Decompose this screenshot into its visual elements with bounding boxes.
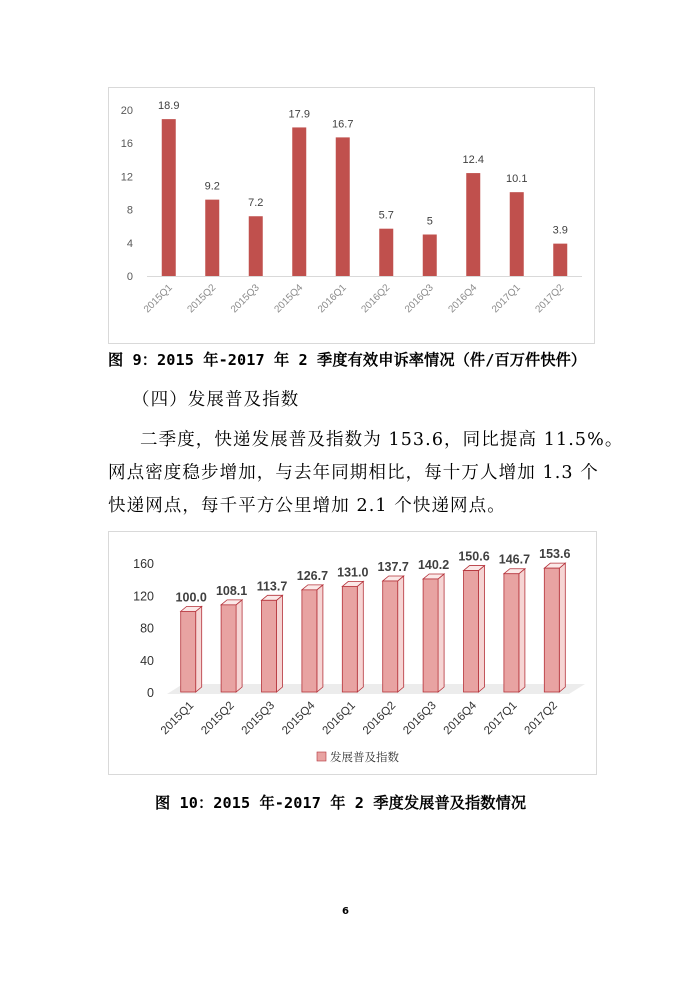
- data-label: 137.7: [377, 559, 409, 574]
- legend-label: 发展普及指数: [330, 752, 399, 764]
- paragraph-line-3: 快递网点，每千平方公里增加 2.1 个快递网点。: [108, 496, 506, 516]
- data-label: 146.7: [498, 552, 531, 567]
- y-tick-label: 120: [133, 589, 154, 604]
- bar-side: [519, 569, 525, 692]
- data-label: 150.6: [458, 549, 490, 564]
- figure-9-caption: 图 9：2015 年-2017 年 2 季度有效申诉率情况（件/百万件快件）: [108, 351, 587, 369]
- x-tick-label: 2016Q3: [401, 699, 439, 738]
- bar: [464, 571, 479, 692]
- data-label: 5.7: [378, 209, 394, 222]
- bar: [466, 173, 480, 276]
- paragraph-line-2: 网点密度稳步增加，与去年同期相比，每十万人增加 1.3 个: [108, 463, 599, 483]
- x-tick-label: 2015Q2: [199, 699, 237, 738]
- section-heading: （四）发展普及指数: [132, 390, 300, 410]
- bar-side: [479, 566, 485, 692]
- x-tick-label: 2015Q4: [272, 282, 306, 316]
- x-tick-label: 2017Q2: [533, 282, 567, 316]
- x-tick-label: 2015Q3: [228, 282, 262, 316]
- complaint-rate-chart: [108, 87, 595, 344]
- bar: [249, 216, 263, 276]
- x-tick-label: 2015Q1: [158, 699, 197, 738]
- paragraph-line-1: 二季度，快递发展普及指数为 153.6，同比提高 11.5%。: [140, 430, 624, 450]
- y-tick-label: 160: [133, 557, 154, 571]
- bar-side: [559, 563, 565, 692]
- bar-side: [438, 574, 444, 692]
- x-tick-label: 2015Q4: [280, 699, 318, 738]
- data-label: 100.0: [175, 590, 207, 605]
- bar: [553, 244, 567, 276]
- data-label: 3.9: [552, 224, 568, 237]
- data-label: 16.7: [332, 118, 354, 131]
- y-tick-label: 0: [126, 271, 133, 283]
- x-tick-label: 2016Q2: [359, 282, 393, 316]
- data-label: 113.7: [256, 579, 288, 594]
- bar: [383, 581, 398, 692]
- bar: [379, 229, 393, 276]
- bar-side: [196, 606, 202, 692]
- bar-side: [357, 581, 363, 692]
- data-label: 153.6: [539, 547, 571, 562]
- legend-swatch: [317, 752, 326, 761]
- development-index-chart: [108, 531, 597, 775]
- bar: [423, 579, 438, 692]
- data-label: 140.2: [417, 557, 450, 572]
- x-tick-label: 2016Q1: [315, 282, 349, 316]
- x-tick-label: 2017Q1: [482, 699, 520, 738]
- x-tick-label: 2016Q2: [360, 699, 399, 738]
- bar: [544, 568, 559, 692]
- y-tick-label: 16: [120, 138, 133, 151]
- y-tick-label: 0: [147, 686, 154, 700]
- y-tick-label: 20: [120, 105, 133, 117]
- bar: [510, 192, 524, 276]
- data-label: 126.7: [296, 568, 329, 583]
- bar-side: [398, 576, 404, 692]
- x-tick-label: 2015Q2: [185, 282, 219, 316]
- bar: [205, 200, 219, 276]
- y-tick-label: 80: [140, 621, 154, 636]
- data-label: 7.2: [248, 197, 264, 210]
- data-label: 9.2: [204, 180, 220, 193]
- bar: [423, 235, 437, 277]
- bar: [181, 611, 196, 692]
- bar: [162, 119, 176, 276]
- x-tick-label: 2016Q4: [441, 699, 480, 738]
- bar: [504, 574, 519, 692]
- bar: [336, 137, 350, 276]
- bar: [302, 590, 317, 692]
- complaint-rate-chart-svg: [109, 88, 594, 343]
- data-label: 5: [426, 215, 433, 228]
- y-tick-label: 40: [140, 653, 154, 668]
- bar: [342, 586, 357, 692]
- y-tick-label: 12: [120, 171, 133, 184]
- figure-10-caption: 图 10：2015 年-2017 年 2 季度发展普及指数情况: [155, 794, 527, 812]
- bar-side: [317, 585, 323, 692]
- data-label: 108.1: [215, 583, 248, 598]
- x-tick-label: 2017Q1: [489, 282, 523, 316]
- page-number: 6: [342, 906, 349, 917]
- bar: [262, 600, 277, 692]
- development-index-chart-svg: [109, 532, 596, 774]
- x-tick-label: 2015Q1: [141, 282, 175, 316]
- bar-side: [236, 600, 242, 692]
- bar-side: [277, 595, 283, 692]
- x-tick-label: 2015Q3: [239, 699, 278, 738]
- data-label: 10.1: [506, 173, 528, 186]
- y-tick-label: 8: [126, 204, 133, 217]
- bar: [221, 605, 236, 692]
- data-label: 18.9: [158, 100, 180, 113]
- x-tick-label: 2016Q3: [402, 282, 436, 316]
- data-label: 131.0: [337, 565, 369, 580]
- bar: [292, 127, 306, 276]
- x-tick-label: 2016Q1: [320, 699, 358, 738]
- data-label: 12.4: [462, 154, 484, 167]
- y-tick-label: 4: [126, 237, 133, 250]
- x-tick-label: 2017Q2: [522, 699, 560, 738]
- data-label: 17.9: [288, 108, 310, 121]
- x-tick-label: 2016Q4: [446, 282, 480, 316]
